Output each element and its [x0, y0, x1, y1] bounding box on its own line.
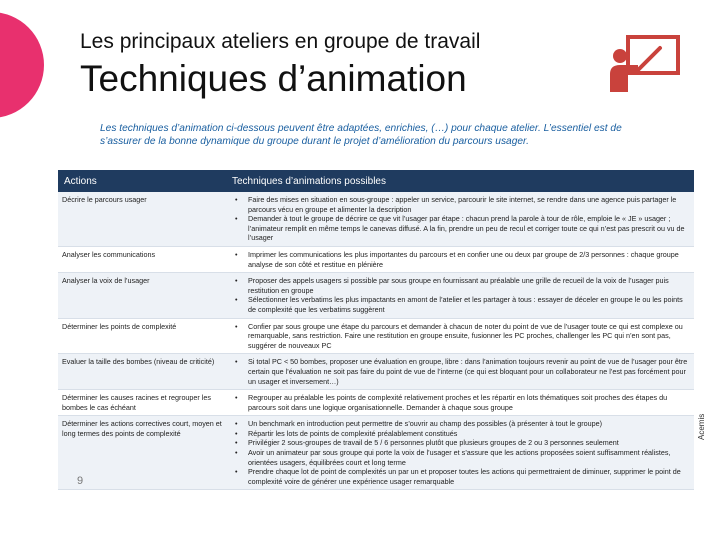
presenter-board-icon: [608, 34, 682, 96]
technique-item: • Répartir les lots de points de complexité préalablement constitués: [248, 429, 690, 439]
technique-item: • Sélectionner les verbatims les plus impactants en amont de l’atelier et les partager à tous : essayer de déceler en groupe le ou les points de complexité que les verbatims suggèrent: [248, 295, 690, 314]
column-header-techniques: Techniques d’animations possibles: [226, 170, 694, 192]
technique-item: • Regrouper au préalable les points de complexité relativement proches et les répartir en lots thématiques soit proches des étapes du parcours soit dans une logique organisationnelle. Demander à chaque sous groupe: [248, 393, 690, 412]
action-cell: Analyser les communications: [58, 246, 226, 272]
technique-item: • Demander à tout le groupe de décrire ce que vit l’usager par étape : chacun prend la parole à tour de rôle, emploie le « JE » usager ; l’animateur remplit en même temps le canevas diffusé. A la fin, prendre un peu de recul et corriger toute ce qui n’est pas prescrit ou vu de l’usager: [248, 214, 690, 243]
page-title: Techniques d’animation: [80, 58, 467, 99]
action-cell: Déterminer les actions correctives court, moyen et long termes des points de complexité: [58, 416, 226, 490]
page-number: 9: [77, 475, 84, 487]
table-row: [58, 416, 694, 490]
technique-item: • Confier par sous groupe une étape du parcours et demander à chacun de noter du point de vue de l’usager toute ce qui est complexe ou remarquable, sans restriction. Faire une restitution en groupe ensuite, fusionner les PC proches, challenger les PC qui n’en sont pas, suggérer de nouveaux PC: [248, 322, 690, 351]
techniques-cell: [226, 354, 694, 390]
technique-item: • Prendre chaque lot de point de complexités un par un et proposer toutes les actions qui permettraient de diminuer, supprimer le point de complexité voire de générer une expérience usager remarquable: [248, 467, 690, 486]
technique-item: • Privilégier 2 sous-groupes de travail de 5 / 6 personnes plutôt que plusieurs groupes de 2 ou 3 personnes seulement: [248, 438, 690, 448]
technique-item: • Faire des mises en situation en sous-groupe : appeler un service, parcourir le site internet, se rendre dans une agence puis partager le parcours vécu en groupe et alimenter la description: [248, 195, 690, 214]
action-cell: Déterminer les causes racines et regrouper les bombes le cas échéant: [58, 390, 226, 416]
technique-item: • Un benchmark en introduction peut permettre de s’ouvrir au champ des possibles (à présenter à tout le groupe): [248, 419, 690, 429]
table-row: [58, 192, 694, 246]
side-label: Acemis: [697, 413, 706, 440]
techniques-cell: [226, 246, 694, 272]
techniques-cell: [226, 273, 694, 318]
page-subtitle: Les principaux ateliers en groupe de travail: [80, 30, 481, 53]
table-header-row: [58, 170, 694, 192]
column-header-actions: Actions: [58, 170, 226, 192]
technique-item: • Avoir un animateur par sous groupe qui porte la voix de l’usager et s’assure que les actions proposées soient suffisamment réalistes, orientées usagers, équilibrées court et long terme: [248, 448, 690, 467]
decorative-circle: [0, 12, 44, 118]
techniques-cell: [226, 390, 694, 416]
techniques-table: [58, 170, 694, 490]
technique-item: • Imprimer les communications les plus importantes du parcours et en confier une ou deux par groupe de 2/3 personnes : chaque groupe analyse de son côté et restitue en plénière: [248, 250, 690, 269]
technique-item: • Si total PC < 50 bombes, proposer une évaluation en groupe, libre : dans l’animation toujours revenir au point de vue de l’usager pour être certain que l’évaluation ne soit pas faire du point de vue de l’interne (ce qui est bloquant pour un collaborateur ne l’est pas forcément pour un usager et inversement…): [248, 357, 690, 386]
action-cell: Décrire le parcours usager: [58, 192, 226, 246]
action-cell: Evaluer la taille des bombes (niveau de criticité): [58, 354, 226, 390]
table-row: [58, 246, 694, 272]
action-cell: Analyser la voix de l’usager: [58, 273, 226, 318]
action-cell: Déterminer les points de complexité: [58, 318, 226, 354]
table-row: [58, 354, 694, 390]
table-row: [58, 273, 694, 318]
techniques-cell: [226, 318, 694, 354]
techniques-cell: [226, 192, 694, 246]
intro-paragraph: Les techniques d’animation ci-dessous peuvent être adaptées, enrichies, (…) pour chaque atelier. L’essentiel est de s’assurer de la bonne dynamique du groupe durant le projet d’amélioration du parcours usager.: [100, 123, 622, 147]
techniques-cell: [226, 416, 694, 490]
table-row: [58, 390, 694, 416]
table-row: [58, 318, 694, 354]
technique-item: • Proposer des appels usagers si possible par sous groupe en fournissant au préalable une grille de recueil de la voix de l’usager puis restitution en groupe: [248, 276, 690, 295]
